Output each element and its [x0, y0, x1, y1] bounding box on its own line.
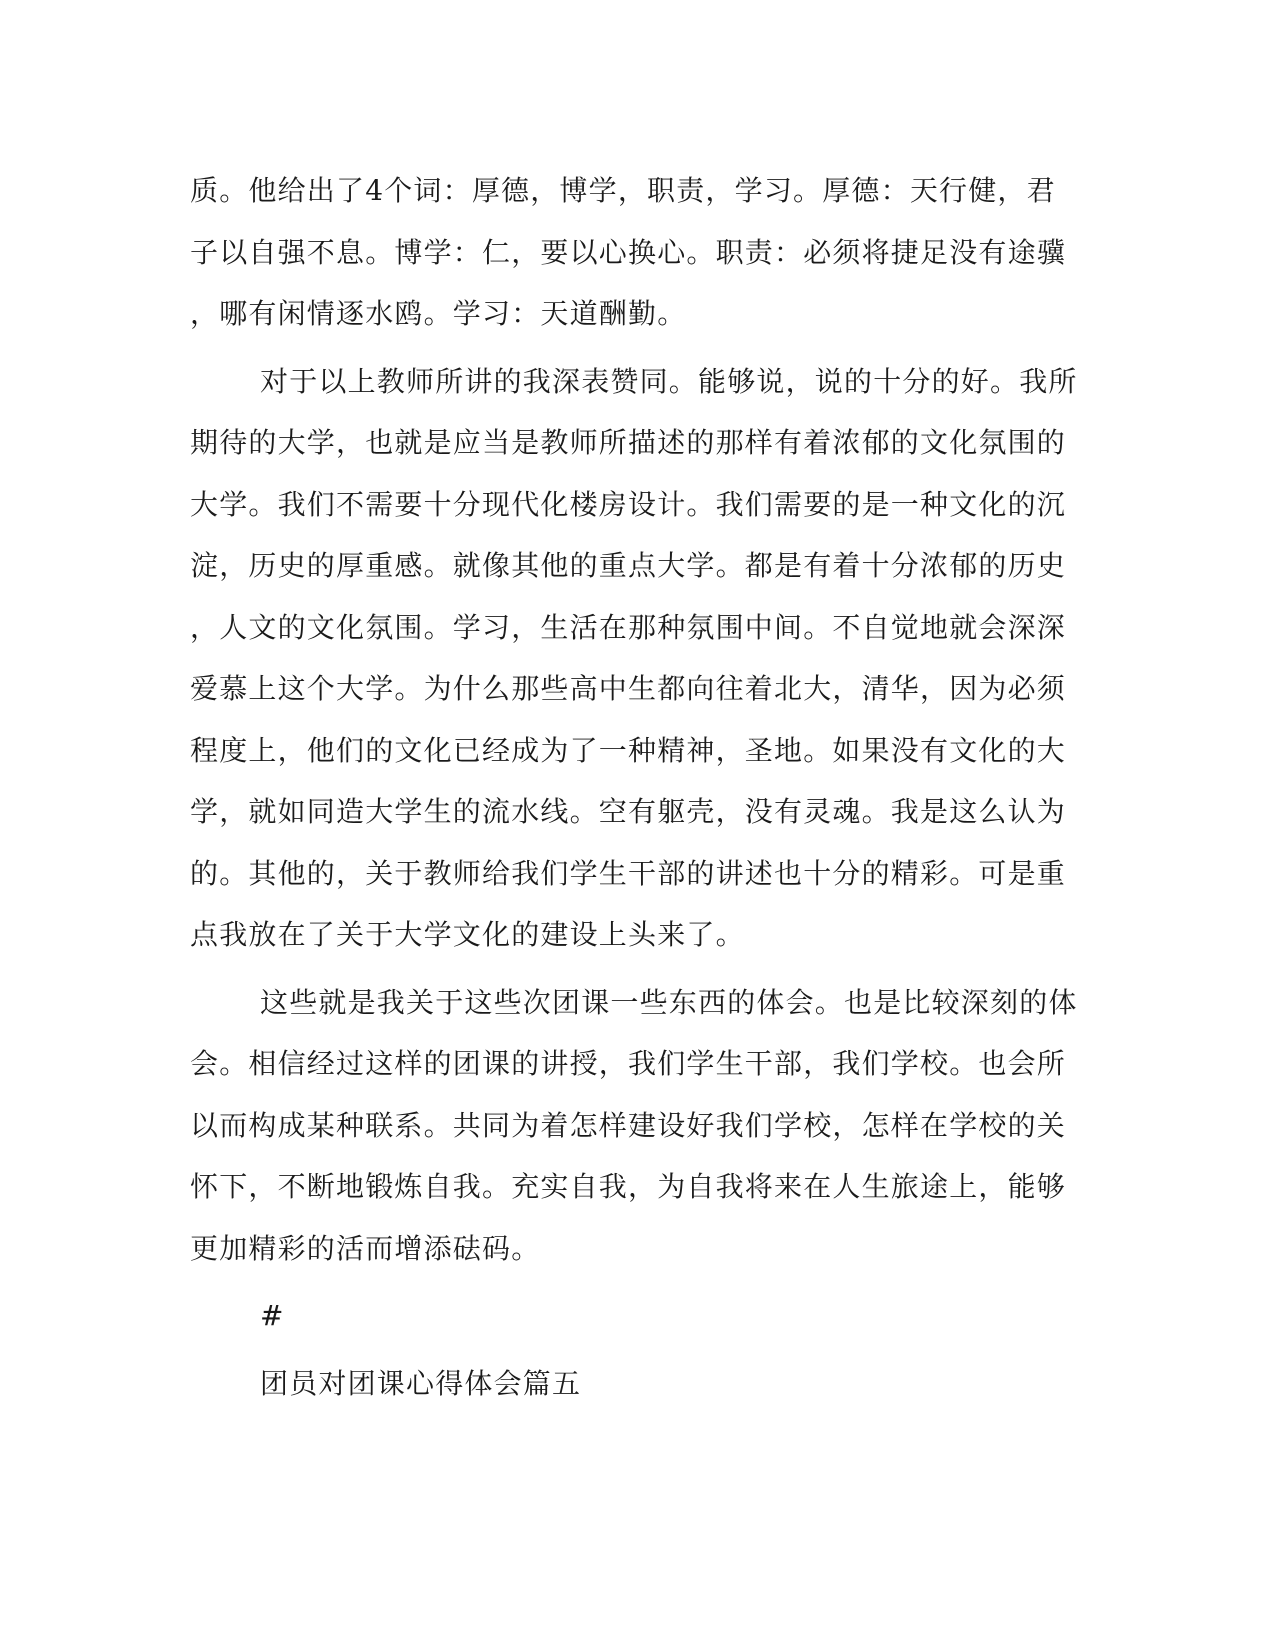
text-line: 质。他给出了4个词：厚德，博学，职责，学习。厚德：天行健，君 [190, 174, 1056, 207]
text-line: 怀下，不断地锻炼自我。充实自我，为自我将来在人生旅途上，能够 [190, 1170, 1067, 1203]
paragraph-2 [190, 351, 1078, 966]
document-body [190, 160, 1078, 1414]
text-line: 以而构成某种联系。共同为着怎样建设好我们学校，怎样在学校的关 [190, 1108, 1067, 1142]
text-line: 的。其他的，关于教师给我们学生干部的讲述也十分的精彩。可是重 [190, 856, 1067, 890]
text-line: 点我放在了关于大学文化的建设上头来了。 [190, 918, 745, 951]
text-line: 程度上，他们的文化已经成为了一种精神，圣地。如果没有文化的大 [190, 733, 1067, 767]
text-line: ，哪有闲情逐水鸥。学习：天道酬勤。 [190, 297, 687, 330]
heading-text: 团员对团课心得体会篇五 [260, 1366, 582, 1400]
section-heading [190, 1353, 1070, 1415]
text-line: 期待的大学，也就是应当是教师所描述的那样有着浓郁的文化氛围的 [190, 426, 1067, 459]
text-line: 学，就如同造大学生的流水线。空有躯壳，没有灵魂。我是这么认为 [190, 795, 1067, 828]
text-line: 大学。我们不需要十分现代化楼房设计。我们需要的是一种文化的沉 [190, 487, 1067, 521]
separator-mark [190, 1285, 1070, 1347]
text-line: ，人文的文化氛围。学习，生活在那种氛围中间。不自觉地就会深深 [190, 610, 1067, 644]
text-line: 更加精彩的活而增添砝码。 [190, 1231, 541, 1265]
paragraph-3 [190, 972, 1078, 1280]
text-line: 子以自强不息。博学：仁，要以心换心。职责：必须将捷足没有途骥 [190, 235, 1067, 269]
text-line: 淀，历史的厚重感。就像其他的重点大学。都是有着十分浓郁的历史 [190, 549, 1067, 582]
text-line: 这些就是我关于这些次团课一些东西的体会。也是比较深刻的体 [260, 985, 1078, 1019]
text-line: 爱慕上这个大学。为什么那些高中生都向往着北大，清华，因为必须 [190, 672, 1067, 705]
paragraph-1 [190, 160, 1070, 345]
text-line: 会。相信经过这样的团课的讲授，我们学生干部，我们学校。也会所 [190, 1047, 1067, 1080]
hash-marker: # [260, 1299, 285, 1332]
text-line: 对于以上教师所讲的我深表赞同。能够说，说的十分的好。我所 [260, 364, 1078, 398]
